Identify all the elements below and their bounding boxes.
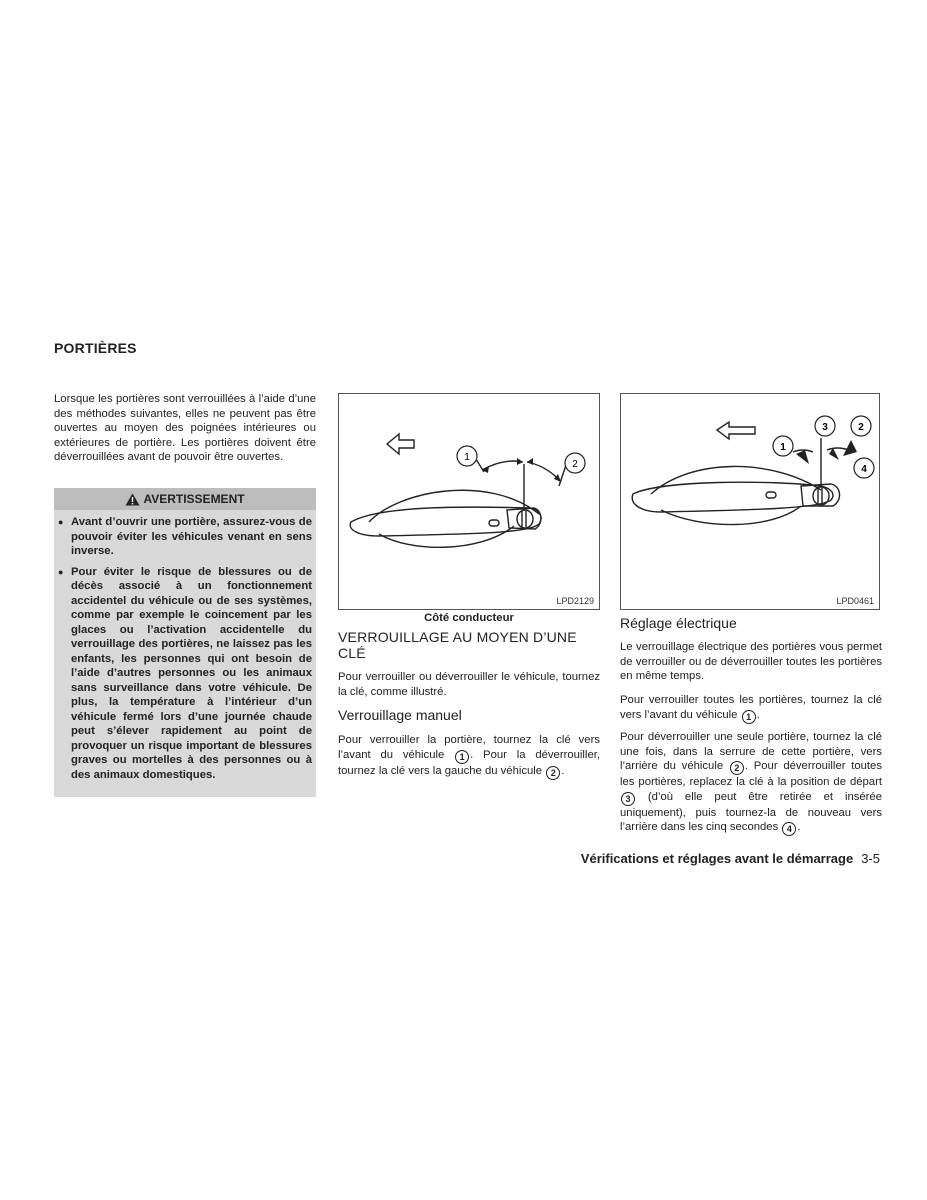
figure-electric [620,393,880,610]
electric-lock-text: Pour verrouiller toutes les portières, tournez la clé vers l’avant du véhicule 1 . [620,694,882,722]
warning-item: ● Pour éviter le risque de blessures ou de décès associé à un fonctionnement accidentel du véhicule ou de ses systèmes, comme par exemple le coincement par les glaces ou l’activation accidentelle du verrouillage des portières, ne laissez pas les enfants, les personnes qui ont besoin de l’aide d’autres personnes ou les animaux sans surveillance dans votre véhicule. De plus, la température à l’intérieur d’un véhicule fermé lors d’une journée chaude peut s’élever rapidement au point de provoquer un risque important de blessures graves ou mortelles à des personnes ou à des animaux domestiques. [58,565,312,783]
callout-3: 3 [822,422,828,433]
manual-lock-text: Pour verrouiller la portière, tournez la clé vers l’avant du véhicule 1 . Pour la déverrouiller, tournez la clé vers la gauche du véhicule 2 . [338,734,601,778]
circled-number-3: 3 [621,792,635,806]
section-title: PORTIÈRES [54,340,137,356]
figure-code: LPD2129 [556,596,594,606]
page-footer [581,851,880,866]
door-handle-illustration [339,394,599,609]
footer-title: Vérifications et réglages avant le démarrage [580,851,854,866]
warning-title: AVERTISSEMENT [143,492,245,506]
figure-code: LPD0461 [836,596,874,606]
intro-paragraph: Lorsque les portières sont verrouillées à l’aide d’une des méthodes suivantes, elles ne peuvent pas être ouvertes au moyen des poignées intérieures ou extérieures de portière. Les portières doivent être déverrouillées avant de pouvoir être ouvertes. [54,393,316,464]
electric-unlock-text: Pour déverrouiller une seule portière, tournez la clé une fois, dans la serrure de cette portière, vers l’arrière du véhicule 2 . Pour déverrouiller toutes les portières, replacez la clé à la position de départ 3 (d’où elle peut être retirée et insérée uniquement), puis tournez-la de nouveau vers l’arrière dans les cinq secondes 4 . [620,731,882,835]
door-handle-electric-illustration [621,394,879,609]
key-lock-heading: VERROUILLAGE AU MOYEN D’UNE CLÉ [338,629,577,661]
callout-4: 4 [861,464,867,475]
circled-number-1: 1 [742,710,756,724]
callout-1: 1 [780,442,786,453]
warning-header [54,488,316,510]
warning-item: ● Avant d’ouvrir une portière, assurez-vous de pouvoir éviter les véhicules venant en sens inverse. [58,515,312,559]
warning-list [58,515,312,788]
warning-box [54,488,316,797]
callout-1: 1 [464,452,470,463]
key-lock-text: Pour verrouiller ou déverrouiller le véhicule, tournez la clé, comme illustré. [338,671,600,698]
figure-caption: Côté conducteur [424,612,514,624]
page-number: 3-5 [861,851,880,866]
circled-number-1: 1 [455,750,469,764]
callout-2: 2 [858,422,864,433]
callout-2: 2 [572,459,578,470]
manual-lock-heading: Verrouillage manuel [338,707,462,723]
circled-number-4: 4 [782,822,796,836]
figure-driver-side [338,393,600,610]
electric-heading: Réglage électrique [620,615,737,631]
circled-number-2: 2 [546,766,560,780]
circled-number-2: 2 [730,761,744,775]
electric-intro: Le verrouillage électrique des portières vous permet de verrouiller ou de déverrouiller toutes les portières en même temps. [620,641,882,683]
warning-icon [125,493,140,506]
